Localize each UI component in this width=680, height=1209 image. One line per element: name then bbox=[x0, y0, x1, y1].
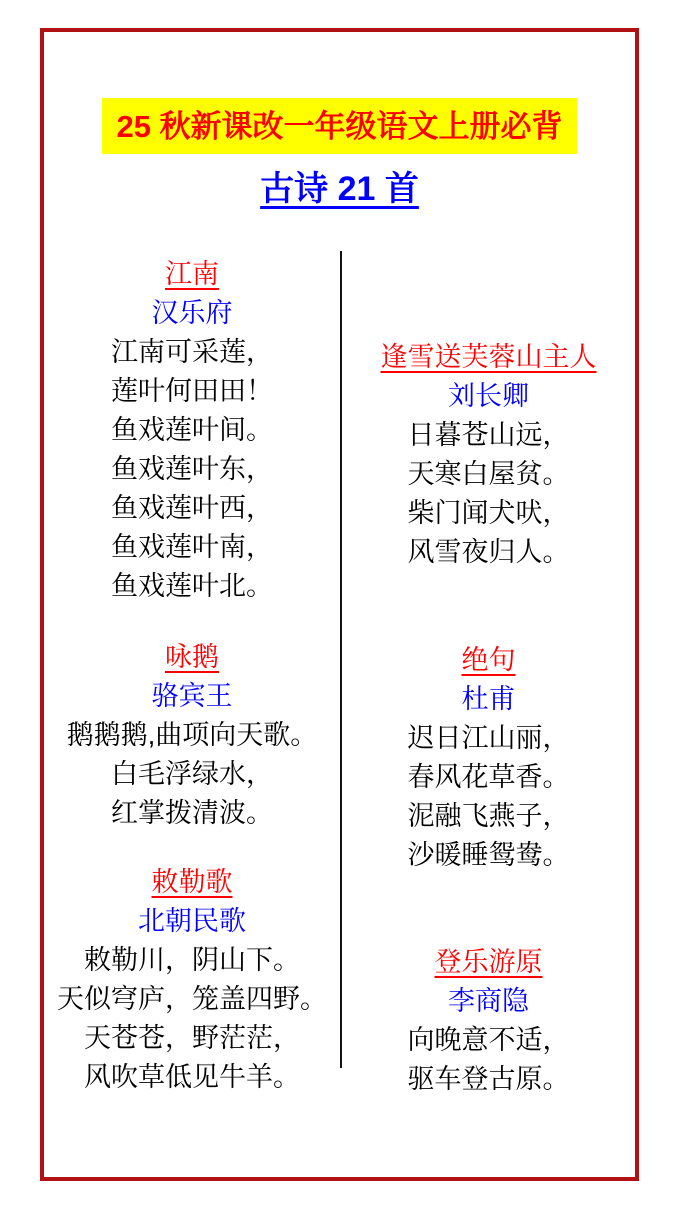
poem-line: 天似穹庐，笼盖四野。 bbox=[57, 984, 327, 1015]
poem-line: 日暮苍山远， bbox=[407, 420, 570, 451]
poem-title: 登乐游原 bbox=[434, 947, 543, 978]
poem-block bbox=[44, 255, 340, 606]
poem-line: 鱼戏莲叶西， bbox=[111, 493, 273, 524]
poem-line: 鹅鹅鹅,曲项向天歌。 bbox=[66, 720, 318, 751]
poem-line: 迟日江山丽， bbox=[407, 723, 570, 754]
poem-title: 咏鹅 bbox=[165, 642, 219, 673]
poem-line: 风吹草低见牛羊。 bbox=[84, 1062, 300, 1093]
poem-author: 骆宾王 bbox=[151, 681, 233, 712]
poem-line: 沙暖睡鸳鸯。 bbox=[407, 840, 570, 871]
poem-author: 汉乐府 bbox=[151, 298, 233, 329]
subtitle: 古诗 21 首 bbox=[260, 170, 419, 209]
subtitle-row bbox=[44, 167, 635, 211]
poem-line: 柴门闻犬吠， bbox=[407, 498, 570, 529]
poem-line: 红掌拨清波。 bbox=[111, 798, 273, 829]
poem-line: 春风花草香。 bbox=[407, 762, 570, 793]
poem-line: 泥融飞燕子， bbox=[407, 801, 570, 832]
left-column bbox=[44, 251, 340, 1093]
poem-line: 天寒白屋贫。 bbox=[407, 459, 570, 490]
poem-line: 天苍苍，野茫茫， bbox=[84, 1023, 300, 1054]
poem-line: 鱼戏莲叶东， bbox=[111, 454, 273, 485]
poem-title: 绝句 bbox=[461, 645, 516, 676]
page-border bbox=[40, 28, 639, 1181]
poem-title: 江南 bbox=[165, 259, 219, 290]
poem-line: 敕勒川，阴山下。 bbox=[84, 945, 300, 976]
poem-author: 杜甫 bbox=[461, 684, 516, 715]
poem-columns bbox=[44, 251, 635, 1095]
poem-line: 向晚意不适， bbox=[407, 1025, 570, 1056]
poem-line: 江南可采莲， bbox=[111, 337, 273, 368]
poem-block bbox=[342, 943, 635, 1099]
poem-line: 白毛浮绿水， bbox=[111, 759, 273, 790]
poem-line: 风雪夜归人。 bbox=[407, 537, 570, 568]
poem-block bbox=[342, 338, 635, 572]
poem-title: 敕勒歌 bbox=[151, 867, 233, 898]
poem-author: 李商隐 bbox=[448, 986, 529, 1017]
poem-author: 北朝民歌 bbox=[138, 906, 246, 937]
right-column bbox=[342, 251, 635, 1095]
poem-line: 鱼戏莲叶南， bbox=[111, 532, 273, 563]
banner-row bbox=[44, 98, 635, 154]
poem-author: 刘长卿 bbox=[448, 381, 529, 412]
title-banner: 25 秋新课改一年级语文上册必背 bbox=[102, 98, 576, 154]
poem-title: 逢雪送芙蓉山主人 bbox=[380, 342, 597, 373]
poem-line: 鱼戏莲叶北。 bbox=[111, 571, 273, 602]
poem-line: 鱼戏莲叶间。 bbox=[111, 415, 273, 446]
poem-block bbox=[44, 863, 340, 1097]
poem-line: 莲叶何田田！ bbox=[111, 376, 273, 407]
poem-block bbox=[342, 641, 635, 875]
poem-line: 驱车登古原。 bbox=[407, 1064, 570, 1095]
poem-block bbox=[44, 638, 340, 833]
